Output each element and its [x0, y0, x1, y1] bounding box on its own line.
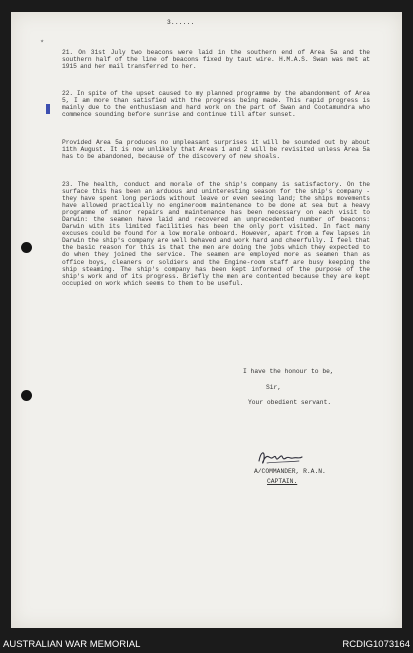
blue-pencil-mark [46, 104, 48, 114]
archive-name: AUSTRALIAN WAR MEMORIAL [3, 639, 141, 650]
paragraph-21: 21. On 31st July two beacons were laid in the southern end of Area 5a and the southern half of the line of beacons fixed by taut wire. H.M.A.S. Swan was met at 1915 and her mail transferred to her. [62, 49, 370, 71]
closing-line-honour: I have the honour to be, [243, 368, 334, 375]
page-number: 3...... [167, 19, 195, 26]
closing-line-servant: Your obedient servant. [248, 399, 332, 406]
paragraph-23: 23. The health, conduct and morale of the ship's company is satisfactory. On the surface this has been an arduous and uninteresting season for the ship's company - they have spent long periods without leave or even seeing land; the ships movements have allowed practically no engineroom maintenance to be done at sea but a heavy programme of minor repairs and maintenance has been necessary on each visit to Darwin: the seamen have laid and recovered an unprecedented number of beacons: Darwin with its limited facilities has been the only port visited. In fact many excuses could be found for a low morale onboard. However, apart from a few lapses in Darwin the ship's company are well behaved and work hard and cheerfully. I feel that the basic reason for this is that the men are doing the jobs which they expected to do when they joined the service. The seamen are employed more as seamen than as office boys, cleaners or soldiers and the Engine-room staff are busy keeping the ship steaming. The ship's company has been kept informed of the purpose of the ship's work and of its progress. Briefly the men are contented because they are kept occupied on work which seems to them to be useful. [62, 181, 370, 287]
paragraph-22: 22. In spite of the upset caused to my planned programme by the abandonment of Area 5, I am more than satisfied with the progress being made. This rapid progress is mainly due to the enthusiasm and hard work on the part of Swan and Cootamundra who commence sounding before sunrise and continue till after sunset. [62, 90, 370, 119]
punch-hole-upper [21, 242, 32, 253]
signatory-title: CAPTAIN. [267, 478, 298, 485]
signatory-rank: A/COMMANDER, R.A.N. [254, 468, 326, 475]
paragraph-22-continued: Provided Area 5a produces no unpleasant surprises it will be sounded out by about 11th August. It is now unlikely that Areas 1 and 2 will be revisited unless Area 5a has to be abandoned, because of the discovery of new shoals. [62, 139, 370, 161]
archive-caption-bar [0, 636, 413, 653]
pencil-mark: ٭ [40, 38, 45, 46]
punch-hole-lower [21, 390, 32, 401]
handwritten-signature [255, 447, 313, 469]
archive-record-id: RCDIG1073164 [342, 639, 410, 650]
closing-line-sir: Sir, [266, 384, 282, 391]
